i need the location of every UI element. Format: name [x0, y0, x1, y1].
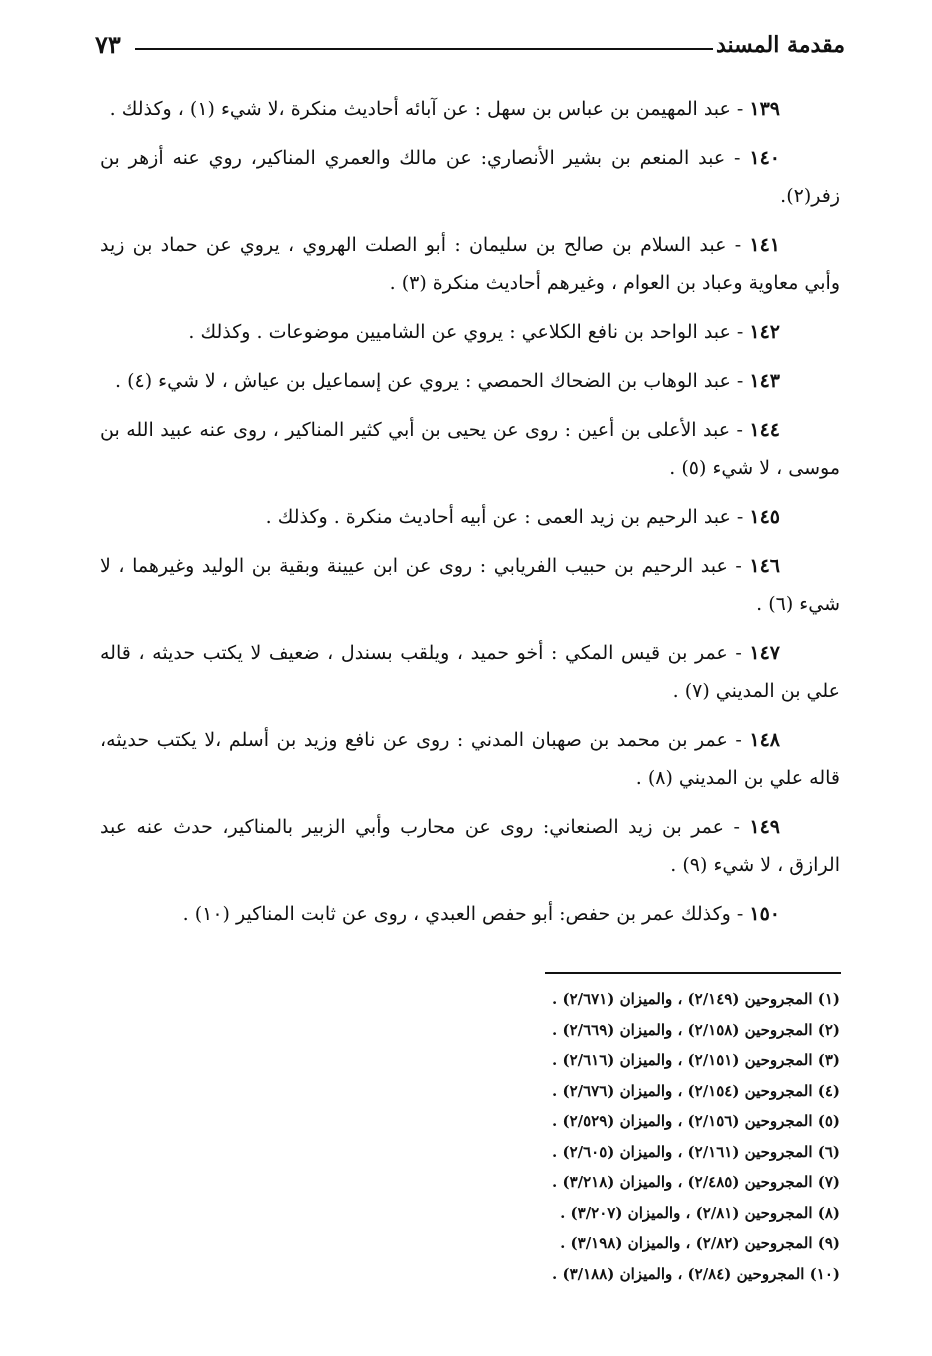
- entry-number: ١٤٩: [749, 816, 780, 838]
- footnote-4: (٤) المجروحين (٢/١٥٤) ، والميزان (٢/٦٧٦) .: [552, 1081, 840, 1100]
- entry-text: - عمر بن قيس المكي : أخو حميد ، ويلقب بسندل ، ضعيف لا يكتب حديثه ، قاله علي بن المديني (٧) .: [100, 642, 840, 702]
- entry-number: ١٤٤: [749, 419, 780, 441]
- entry-text: - عبد الواحد بن نافع الكلاعي : يروي عن الشاميين موضوعات . وكذلك .: [188, 321, 750, 343]
- footnote-2: (٢) المجروحين (٢/١٥٨) ، والميزان (٢/٦٦٩) .: [552, 1020, 840, 1039]
- header-rule: [135, 48, 713, 50]
- page-number: ٧٣: [95, 30, 121, 59]
- entry-number: ١٤٠: [749, 147, 780, 169]
- entry-141: [100, 226, 840, 302]
- entry-149: [100, 808, 840, 884]
- entry-text: - عبد السلام بن صالح بن سليمان : أبو الصلت الهروي ، يروي عن حماد بن زيد وأبي معاوية وعباد بن العوام ، وغيرهم أحاديث منكرة (٣) .: [100, 234, 840, 294]
- entry-150: [100, 895, 840, 933]
- entry-text: - عبد المهيمن بن عباس بن سهل : عن آبائه أحاديث منكرة ،لا شيء (١) ، وكذلك .: [109, 98, 750, 120]
- entry-text: - عبد الرحيم بن زيد العمى : عن أبيه أحاديث منكرة . وكذلك .: [265, 506, 750, 528]
- footnote-8: (٨) المجروحين (٢/٨١) ، والميزان (٣/٢٠٧) .: [560, 1203, 840, 1222]
- entry-number: ١٤٦: [749, 555, 780, 577]
- entry-list: [100, 90, 840, 944]
- entry-text: - عبد الأعلى بن أعين : روى عن يحيى بن أبي كثير المناكير ، روى عنه عبيد الله بن موسى ، لا شيء (٥) .: [100, 419, 840, 479]
- footnote-3: (٣) المجروحين (٢/١٥١) ، والميزان (٢/٦١٦) .: [552, 1051, 840, 1069]
- entry-text: - عبد المنعم بن بشير الأنصاري: عن مالك والعمري المناكير، روي عنه أزهر بن زفر(٢).: [100, 147, 840, 207]
- page-header: [95, 28, 845, 68]
- entry-text: - عبد الوهاب بن الضحاك الحمصي : يروي عن إسماعيل بن عياش ، لا شيء (٤) .: [115, 370, 750, 392]
- footnote-10: (١٠) المجروحين (٢/٨٤) ، والميزان (٣/١٨٨) .: [552, 1264, 840, 1283]
- entry-144: [100, 411, 840, 487]
- entry-number: ١٤٥: [749, 506, 780, 528]
- footnote-9: (٩) المجروحين (٢/٨٢) ، والميزان (٣/١٩٨) .: [560, 1234, 840, 1252]
- running-title: مقدمة المسند: [715, 32, 845, 58]
- entry-number: ١٤٧: [749, 642, 780, 664]
- footnote-7: (٧) المجروحين (٢/٤٨٥) ، والميزان (٣/٢١٨) .: [552, 1173, 840, 1191]
- entry-139: [100, 90, 840, 128]
- footnotes: [440, 984, 840, 1289]
- entry-number: ١٣٩: [749, 98, 780, 120]
- entry-146: [100, 547, 840, 623]
- entry-text: - وكذلك عمر بن حفص: أبو حفص العبدي ، روى عن ثابت المناكير (١٠) .: [182, 903, 750, 925]
- footnote-5: (٥) المجروحين (٢/١٥٦) ، والميزان (٢/٥٢٩) .: [552, 1112, 840, 1130]
- entry-number: ١٤٨: [749, 729, 780, 751]
- footnote-6: (٦) المجروحين (٢/١٦١) ، والميزان (٢/٦٠٥) .: [552, 1142, 840, 1161]
- entry-147: [100, 634, 840, 710]
- entry-148: [100, 721, 840, 797]
- entry-number: ١٤١: [749, 234, 780, 256]
- entry-140: [100, 139, 840, 215]
- footnote-1: (١) المجروحين (٢/١٤٩) ، والميزان (٢/٦٧١) .: [552, 990, 840, 1008]
- entry-145: [100, 498, 840, 536]
- entry-number: ١٤٢: [749, 321, 780, 343]
- entry-text: - عبد الرحيم بن حبيب الفريابي : روى عن ابن عيينة وبقية بن الوليد وغيرهما ، لا شيء (٦) .: [100, 555, 840, 615]
- entry-142: [100, 313, 840, 351]
- entry-text: - عمر بن محمد بن صهبان المدني : روى عن نافع وزيد بن أسلم ،لا يكتب حديثه، قاله علي بن المديني (٨) .: [100, 729, 840, 789]
- entry-number: ١٥٠: [749, 903, 780, 925]
- entry-number: ١٤٣: [749, 370, 780, 392]
- entry-143: [100, 362, 840, 400]
- footnote-separator: [545, 972, 841, 974]
- entry-text: - عمر بن زيد الصنعاني: روى عن محارب وأبي الزبير بالمناكير، حدث عنه عبد الرازق ، لا شيء (٩) .: [100, 816, 840, 876]
